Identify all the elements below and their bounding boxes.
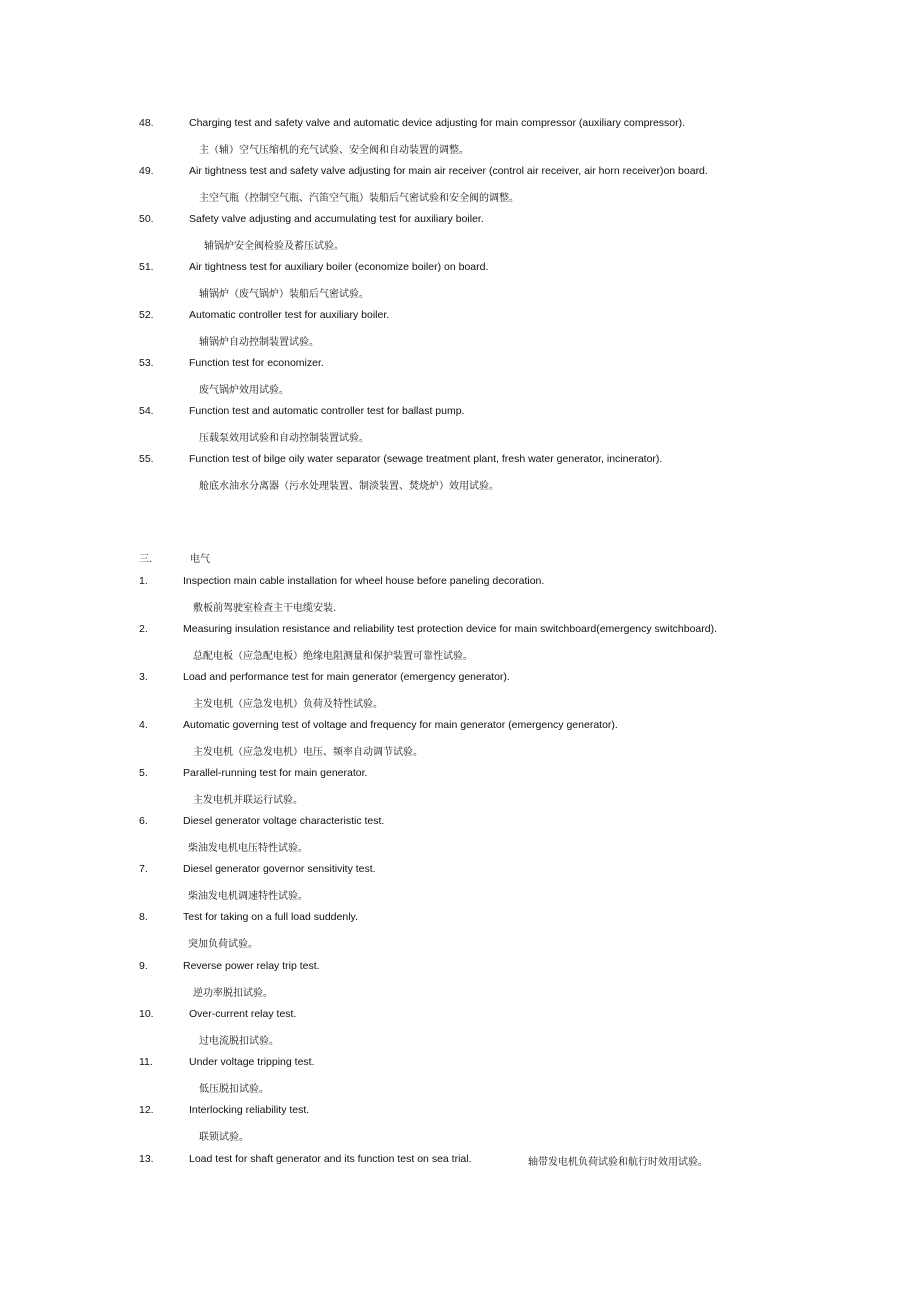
item-english: Load test for shaft generator and its function test on sea trial. — [189, 1153, 472, 1165]
item-chinese: 压载泵效用试验和自动控制装置试验。 — [199, 433, 369, 444]
item-number: 49. — [139, 165, 154, 177]
item-english: Function test for economizer. — [189, 357, 324, 369]
item-english: Safety valve adjusting and accumulating test for auxiliary boiler. — [189, 213, 484, 225]
item-chinese: 主发电机并联运行试验。 — [193, 795, 303, 806]
item-number: 11. — [139, 1056, 153, 1068]
item-english: Reverse power relay trip test. — [183, 960, 320, 972]
item-number: 50. — [139, 213, 154, 225]
item-english: Interlocking reliability test. — [189, 1104, 310, 1116]
item-number: 2. — [139, 623, 148, 635]
item-number: 4. — [139, 719, 148, 731]
item-number: 3. — [139, 671, 148, 683]
item-english: Function test of bilge oily water separator (sewage treatment plant, fresh water generator, incinerator). — [189, 453, 663, 465]
item-chinese: 柴油发电机调速特性试验。 — [188, 891, 308, 902]
item-chinese: 低压脱扣试验。 — [199, 1084, 269, 1095]
item-english: Measuring insulation resistance and reliability test protection device for main switchboard(emergency switchboard). — [183, 623, 718, 635]
item-chinese: 主发电机（应急发电机）电压、频率自动调节试验。 — [193, 747, 423, 758]
item-number: 55. — [139, 453, 154, 465]
item-number: 8. — [139, 911, 148, 923]
item-english: Air tightness test and safety valve adjusting for main air receiver (control air receiver, air horn receiver)on board. — [189, 165, 708, 177]
item-number: 52. — [139, 309, 154, 321]
item-number: 54. — [139, 405, 154, 417]
item-chinese: 联锁试验。 — [199, 1132, 249, 1143]
item-chinese: 辅锅炉安全阀检验及蓄压试验。 — [204, 241, 344, 252]
item-number: 10. — [139, 1008, 154, 1020]
item-english: Inspection main cable installation for wheel house before paneling decoration. — [183, 575, 545, 587]
item-chinese: 柴油发电机电压特性试验。 — [188, 843, 308, 854]
item-chinese: 辅锅炉（废气锅炉）装船后气密试验。 — [199, 289, 369, 300]
item-english: Charging test and safety valve and automatic device adjusting for main compressor (auxiliary compressor). — [189, 117, 686, 129]
item-chinese: 主发电机（应急发电机）负荷及特性试验。 — [193, 699, 383, 710]
section-number: 三. — [139, 554, 153, 565]
item-chinese: 总配电板（应急配电板）绝缘电阻测量和保护装置可靠性试验。 — [193, 651, 473, 662]
item-number: 7. — [139, 863, 148, 875]
item-english: Diesel generator voltage characteristic test. — [183, 815, 385, 827]
item-chinese: 突加负荷试验。 — [188, 939, 258, 950]
item-english: Air tightness test for auxiliary boiler (economize boiler) on board. — [189, 261, 489, 273]
item-number: 13. — [139, 1153, 154, 1165]
item-english: Under voltage tripping test. — [189, 1056, 315, 1068]
item-number: 51. — [139, 261, 154, 273]
item-chinese: 过电流脱扣试验。 — [199, 1036, 279, 1047]
item-english: Test for taking on a full load suddenly. — [183, 911, 358, 923]
item-chinese: 主（辅）空气压缩机的充气试验、安全阀和自动装置的调整。 — [199, 145, 469, 156]
item-chinese: 轴带发电机负荷试验和航行时效用试验。 — [528, 1157, 708, 1168]
item-chinese: 舱底水油水分离器（污水处理装置、制淡装置、焚烧炉）效用试验。 — [199, 481, 499, 492]
item-chinese: 逆功率脱扣试验。 — [193, 988, 273, 999]
item-english: Automatic governing test of voltage and frequency for main generator (emergency generator). — [183, 719, 618, 731]
item-number: 53. — [139, 357, 154, 369]
item-number: 9. — [139, 960, 148, 972]
item-chinese: 辅锅炉自动控制装置试验。 — [199, 337, 319, 348]
item-number: 5. — [139, 767, 148, 779]
item-english: Diesel generator governor sensitivity test. — [183, 863, 376, 875]
item-number: 48. — [139, 117, 154, 129]
item-number: 12. — [139, 1104, 154, 1116]
item-chinese: 主空气瓶（控制空气瓶、汽笛空气瓶）装船后气密试验和安全阀的调整。 — [199, 193, 519, 204]
item-chinese: 废气锅炉效用试验。 — [199, 385, 289, 396]
item-chinese: 敷板前驾驶室检查主干电缆安装. — [193, 603, 337, 614]
item-english: Over-current relay test. — [189, 1008, 297, 1020]
item-number: 6. — [139, 815, 148, 827]
item-english: Parallel-running test for main generator. — [183, 767, 368, 779]
item-english: Load and performance test for main generator (emergency generator). — [183, 671, 510, 683]
item-english: Automatic controller test for auxiliary boiler. — [189, 309, 390, 321]
item-number: 1. — [139, 575, 148, 587]
item-english: Function test and automatic controller test for ballast pump. — [189, 405, 465, 417]
section-title: 电气 — [190, 554, 210, 565]
